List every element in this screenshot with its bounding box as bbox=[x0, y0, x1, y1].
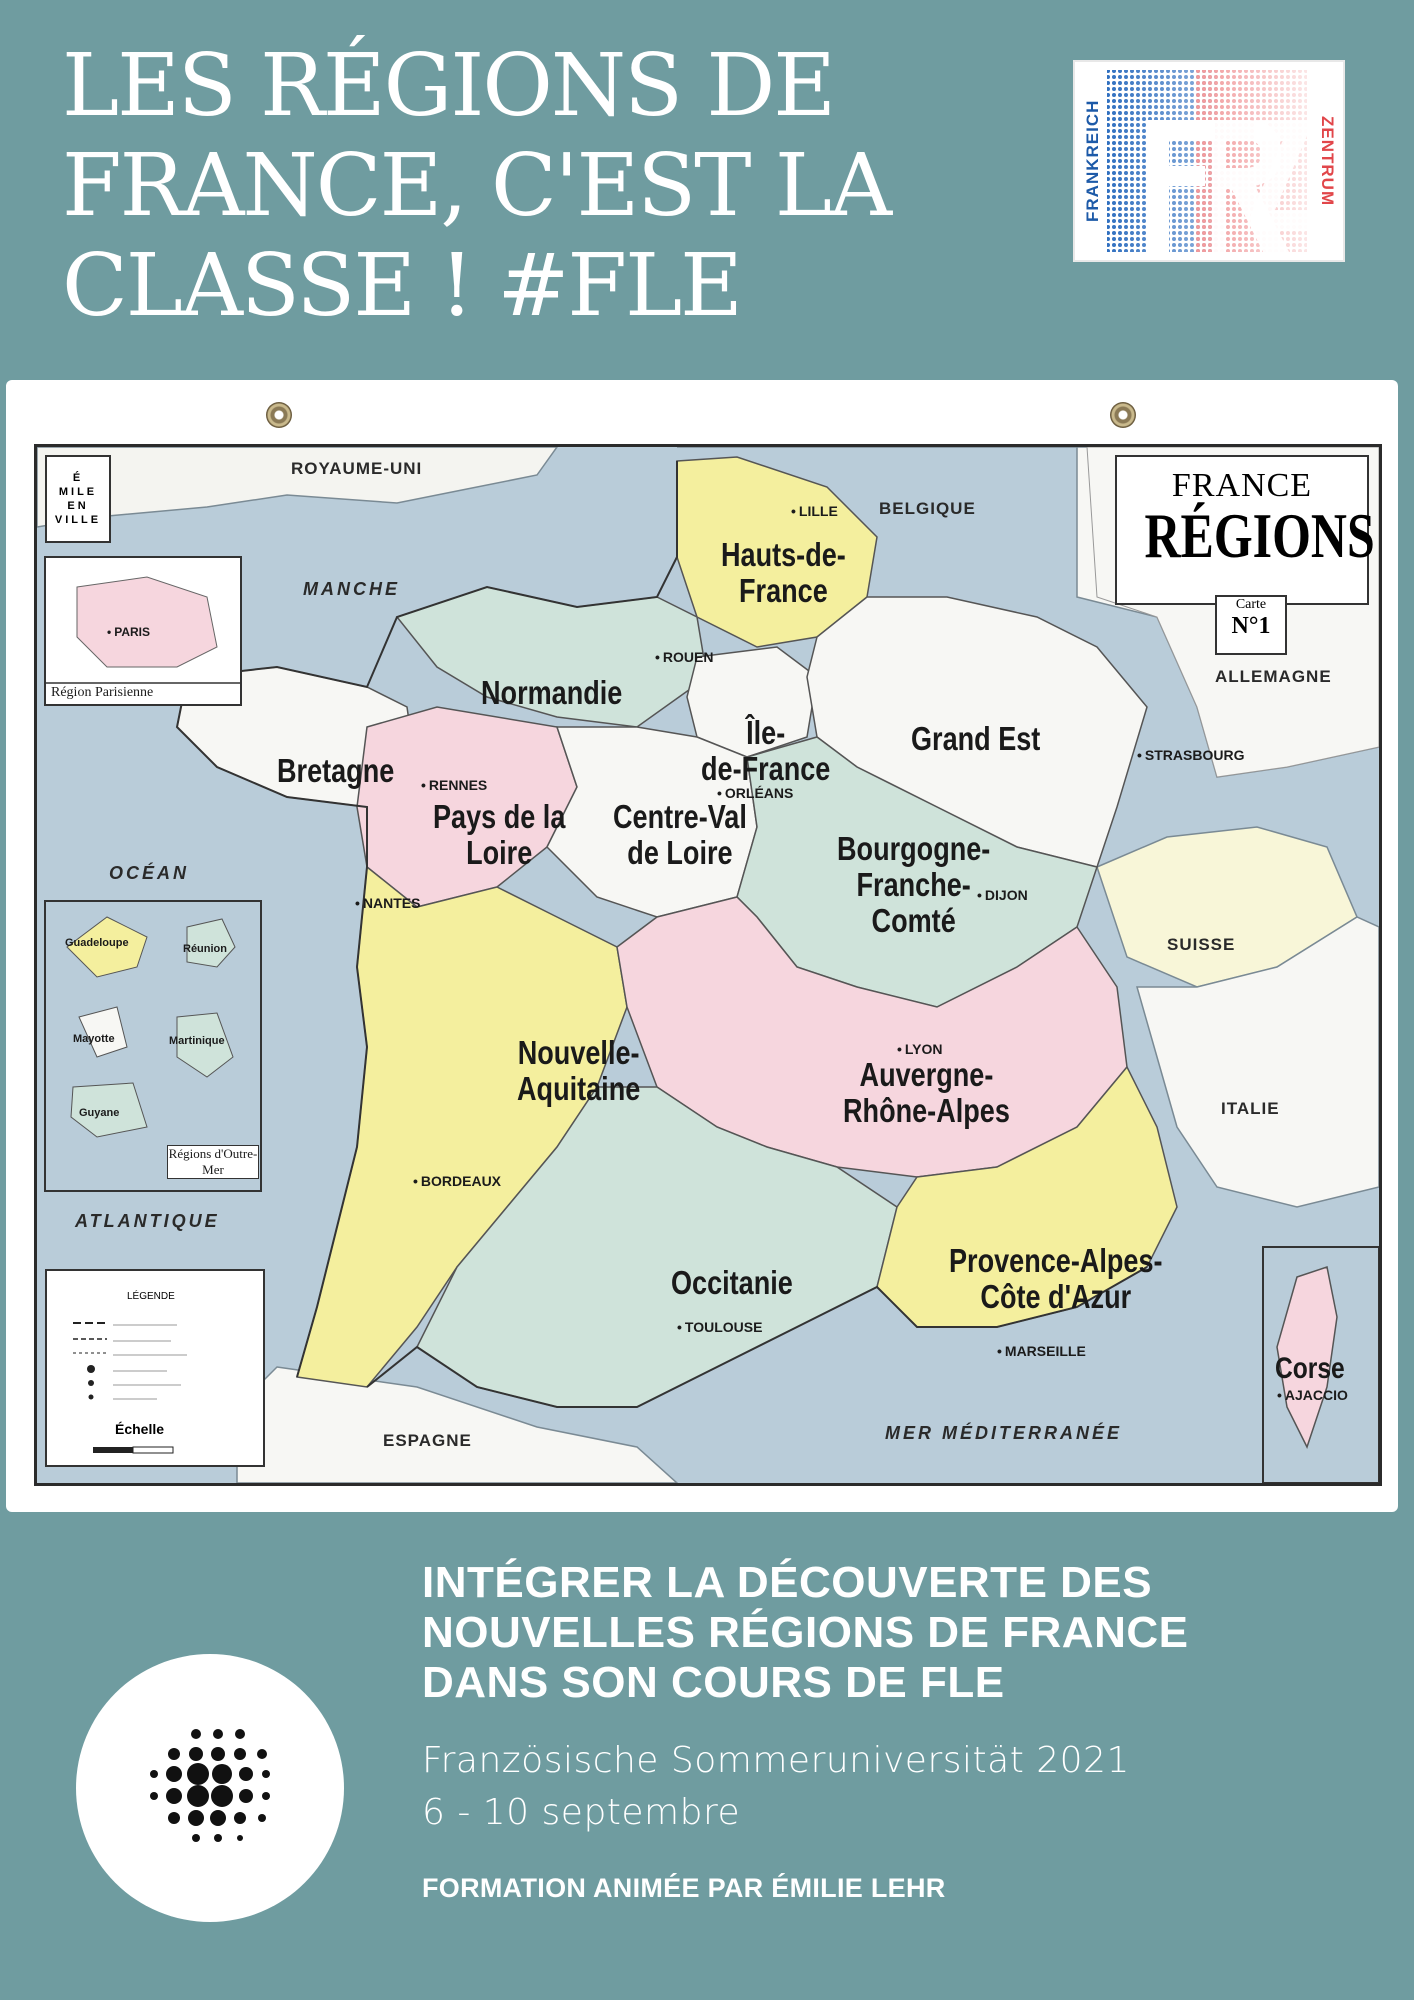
city-label: • PARIS bbox=[107, 625, 150, 639]
region-label-bourgogne-franche-comte bbox=[837, 831, 990, 939]
region-label-line: Côte d'Azur bbox=[980, 1278, 1132, 1315]
page-title bbox=[62, 36, 962, 336]
region-label-line: Franche- bbox=[856, 866, 971, 903]
country-label: ESPAGNE bbox=[383, 1431, 472, 1450]
map-title-box bbox=[1115, 455, 1375, 605]
title-line-1: LES RÉGIONS DE bbox=[62, 36, 835, 136]
region-label-line: Hauts-de- bbox=[721, 536, 846, 573]
city-label: • STRASBOURG bbox=[1137, 747, 1244, 763]
event-name: Französische Sommeruniversität 2021 bbox=[422, 1740, 1130, 1781]
carte-label: Carte bbox=[1235, 597, 1267, 612]
sea-label: OCÉAN bbox=[109, 863, 190, 883]
grommet-icon bbox=[1110, 402, 1136, 428]
france-regions-map bbox=[34, 444, 1382, 1486]
sea-label: ATLANTIQUE bbox=[75, 1211, 220, 1231]
city-label: • DIJON bbox=[977, 887, 1028, 903]
publisher-logo bbox=[45, 455, 111, 543]
dom-label: Martinique bbox=[169, 1035, 225, 1047]
region-label-grand-est bbox=[911, 721, 1040, 757]
region-label-line: Aquitaine bbox=[517, 1070, 641, 1107]
course-title-line: INTÉGRER LA DÉCOUVERTE DES bbox=[422, 1558, 1153, 1607]
region-label-line: Centre-Val bbox=[613, 798, 747, 835]
region-label-line: Île- bbox=[746, 714, 786, 751]
country-label: BELGIQUE bbox=[879, 499, 976, 518]
title-line-2: FRANCE, C'EST LA bbox=[62, 136, 891, 236]
region-label-bretagne bbox=[277, 753, 394, 789]
course-title bbox=[422, 1558, 1322, 1708]
carte-number-box bbox=[1215, 595, 1287, 655]
region-label-line: Loire bbox=[466, 834, 533, 871]
region-label-line: Bourgogne- bbox=[837, 830, 991, 867]
region-label-line: Auvergne- bbox=[859, 1056, 994, 1093]
dots-emblem bbox=[76, 1654, 344, 1922]
logo-word-frankreich: FRANKREICH bbox=[1083, 99, 1102, 223]
dom-label: Guyane bbox=[79, 1107, 120, 1119]
region-label-line: Occitanie bbox=[671, 1264, 793, 1301]
map-title-top: FRANCE bbox=[1171, 467, 1313, 504]
city-label: • RENNES bbox=[421, 777, 487, 793]
legend-title: LÉGENDE bbox=[127, 1291, 175, 1302]
country-label: SUISSE bbox=[1167, 935, 1236, 954]
region-label-hauts-de-france bbox=[721, 537, 846, 609]
region-label-line: de Loire bbox=[627, 834, 733, 871]
region-label-line: Comté bbox=[871, 902, 956, 939]
region-label-line: Provence-Alpes- bbox=[949, 1242, 1163, 1279]
dots-pattern-icon bbox=[76, 1654, 344, 1922]
region-label-corse bbox=[1275, 1351, 1345, 1387]
region-label-paca bbox=[949, 1243, 1163, 1315]
publisher-logo-line: VILLE bbox=[54, 514, 102, 526]
city-label: • MARSEILLE bbox=[997, 1343, 1086, 1359]
course-title-line: DANS SON COURS DE FLE bbox=[422, 1658, 1005, 1707]
trainer-credit: FORMATION ANIMÉE PAR ÉMILIE LEHR bbox=[422, 1873, 946, 1903]
title-line-3: CLASSE ! #FLE bbox=[62, 236, 741, 336]
city-label: • LYON bbox=[897, 1041, 943, 1057]
region-label-line: Grand Est bbox=[911, 720, 1041, 757]
publisher-logo-line: É bbox=[72, 472, 84, 484]
carte-number: N°1 bbox=[1231, 613, 1271, 639]
map-title-main: RÉGIONS bbox=[1144, 500, 1375, 571]
sea-label: MER MÉDITERRANÉE bbox=[885, 1423, 1123, 1443]
region-label-line: Bretagne bbox=[277, 752, 395, 789]
city-label: • ORLÉANS bbox=[717, 785, 793, 801]
grommet-icon bbox=[266, 402, 292, 428]
region-label-line: de-France bbox=[701, 750, 831, 787]
region-label-line: Pays de la bbox=[433, 798, 566, 835]
region-label-line: Normandie bbox=[481, 674, 623, 711]
city-label: • BORDEAUX bbox=[413, 1173, 501, 1189]
city-label: • LILLE bbox=[791, 503, 838, 519]
region-label-normandie bbox=[481, 675, 622, 711]
dom-label: Réunion bbox=[183, 943, 227, 955]
country-label: ALLEMAGNE bbox=[1215, 667, 1332, 686]
dom-label: Mayotte bbox=[73, 1033, 115, 1045]
city-label: • NANTES bbox=[355, 895, 420, 911]
region-label-line: France bbox=[739, 572, 828, 609]
city-label: • TOULOUSE bbox=[677, 1319, 762, 1335]
paris-inset-caption: Région Parisienne bbox=[51, 685, 154, 700]
event-dates: 6 - 10 septembre bbox=[422, 1792, 741, 1833]
region-label-auvergne-rhone-alpes bbox=[843, 1057, 1010, 1129]
region-label-ile-de-france bbox=[701, 715, 830, 787]
region-label-nouvelle-aquitaine bbox=[517, 1035, 640, 1107]
city-label: • ROUEN bbox=[655, 649, 713, 665]
sea-label: MANCHE bbox=[303, 579, 400, 599]
dom-inset-caption: Régions d'Outre-Mer bbox=[168, 1146, 258, 1177]
frz-monogram-graphic bbox=[1075, 62, 1343, 260]
region-label-line: Rhône-Alpes bbox=[843, 1092, 1010, 1129]
legend-scale-label: Échelle bbox=[115, 1421, 165, 1437]
region-label-centre-val-de-loire bbox=[613, 799, 747, 871]
map-board bbox=[6, 380, 1398, 1512]
country-label: ITALIE bbox=[1221, 1099, 1280, 1118]
region-label-line: Nouvelle- bbox=[517, 1034, 640, 1071]
dom-label: Guadeloupe bbox=[65, 937, 129, 949]
publisher-logo-line: MILE bbox=[58, 486, 98, 498]
publisher-logo-line: EN bbox=[67, 500, 89, 512]
course-title-line: NOUVELLES RÉGIONS DE FRANCE bbox=[422, 1608, 1189, 1657]
map-legend bbox=[45, 1269, 265, 1467]
logo-word-zentrum: ZENTRUM bbox=[1318, 115, 1337, 207]
country-label: ROYAUME-UNI bbox=[291, 459, 423, 478]
region-label-occitanie bbox=[671, 1265, 793, 1301]
region-label-pays-de-la-loire bbox=[433, 799, 565, 871]
city-label: • AJACCIO bbox=[1277, 1387, 1348, 1403]
frz-logo bbox=[1073, 60, 1345, 262]
region-label-line: Corse bbox=[1275, 1352, 1345, 1385]
